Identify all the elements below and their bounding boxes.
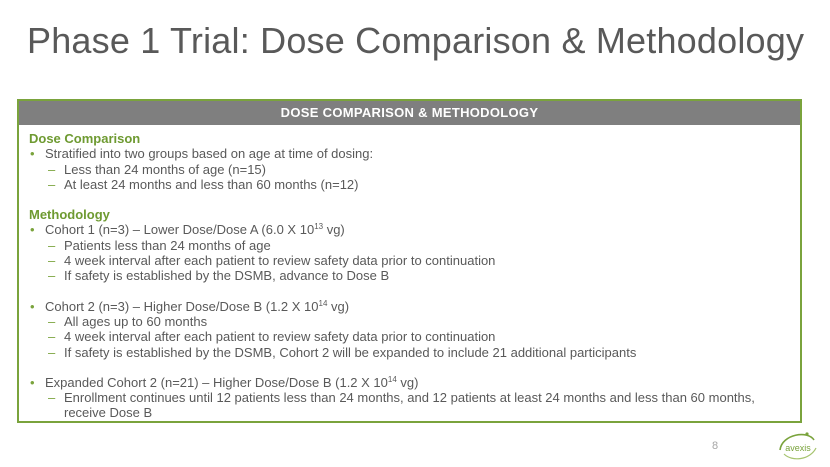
dash-marker: – (48, 329, 56, 345)
bullet-cohort-1 (29, 222, 800, 237)
exponent: 14 (318, 298, 328, 308)
bullet-text-end: vg) (396, 374, 419, 390)
dash-marker: – (48, 253, 56, 269)
sub-bullet (29, 238, 800, 253)
methodology-heading: Methodology (29, 207, 110, 223)
sub-bullet (29, 314, 800, 329)
dash-marker: – (48, 313, 56, 329)
bullet-cohort-2 (29, 299, 800, 314)
slide-title: Phase 1 Trial: Dose Comparison & Methodology (27, 20, 805, 61)
dose-comparison-heading: Dose Comparison (29, 131, 141, 146)
sub-bullet (29, 329, 800, 344)
sub-bullet-text: Patients less than 24 months of age (64, 237, 271, 253)
sub-bullet-text: 4 week interval after each patient to review safety data prior to continuation (64, 253, 496, 269)
sub-bullet-text: Less than 24 months of age (n=15) (64, 161, 266, 177)
sub-bullet-text: If safety is established by the DSMB, advance to Dose B (64, 268, 390, 284)
bullet-text: Cohort 2 (n=3) – Higher Dose/Dose B (1.2 X 10 (45, 298, 319, 314)
bullet-marker: • (30, 298, 35, 314)
dash-marker: – (48, 390, 56, 406)
dash-marker: – (48, 344, 56, 360)
bullet-marker: • (30, 146, 35, 162)
bullet-text: Cohort 1 (n=3) – Lower Dose/Dose A (6.0 X 10 (45, 222, 315, 238)
sub-bullet (29, 162, 800, 177)
methodology-box (17, 99, 802, 423)
page-number: 8 (712, 440, 719, 452)
sub-bullet (29, 345, 800, 360)
sub-bullet-text: All ages up to 60 months (64, 313, 208, 329)
bullet-text: Stratified into two groups based on age at time of dosing: (45, 146, 374, 162)
dash-marker: – (48, 161, 56, 177)
dash-marker: – (48, 176, 56, 192)
exponent: 14 (387, 374, 397, 384)
sub-bullet (29, 390, 800, 421)
sub-bullet-text: 4 week interval after each patient to review safety data prior to continuation (64, 329, 496, 345)
box-body (19, 125, 800, 421)
exponent: 13 (314, 222, 324, 232)
bullet-text-end: vg) (327, 298, 350, 314)
bullet-marker: • (30, 222, 35, 238)
avexis-logo-icon (774, 428, 822, 464)
sub-bullet-text: At least 24 months and less than 60 months (n=12) (64, 176, 359, 192)
bullet-marker: • (30, 374, 35, 390)
sub-bullet (29, 253, 800, 268)
bullet-stratified (29, 146, 800, 161)
sub-bullet-text: If safety is established by the DSMB, Cohort 2 will be expanded to include 21 additional participants (64, 344, 637, 360)
dash-marker: – (48, 237, 56, 253)
sub-bullet-text: Enrollment continues until 12 patients less than 24 months, and 12 patients at least 24 months and less than 60 months, receive Dose B (64, 390, 755, 421)
box-header: DOSE COMPARISON & METHODOLOGY (19, 101, 800, 125)
dash-marker: – (48, 268, 56, 284)
bullet-expanded-cohort-2 (29, 375, 800, 390)
sub-bullet (29, 177, 800, 192)
logo-text: avexis (785, 443, 811, 453)
bullet-text: Expanded Cohort 2 (n=21) – Higher Dose/Dose B (1.2 X 10 (45, 374, 388, 390)
sub-bullet (29, 268, 800, 283)
bullet-text-end: vg) (323, 222, 345, 238)
